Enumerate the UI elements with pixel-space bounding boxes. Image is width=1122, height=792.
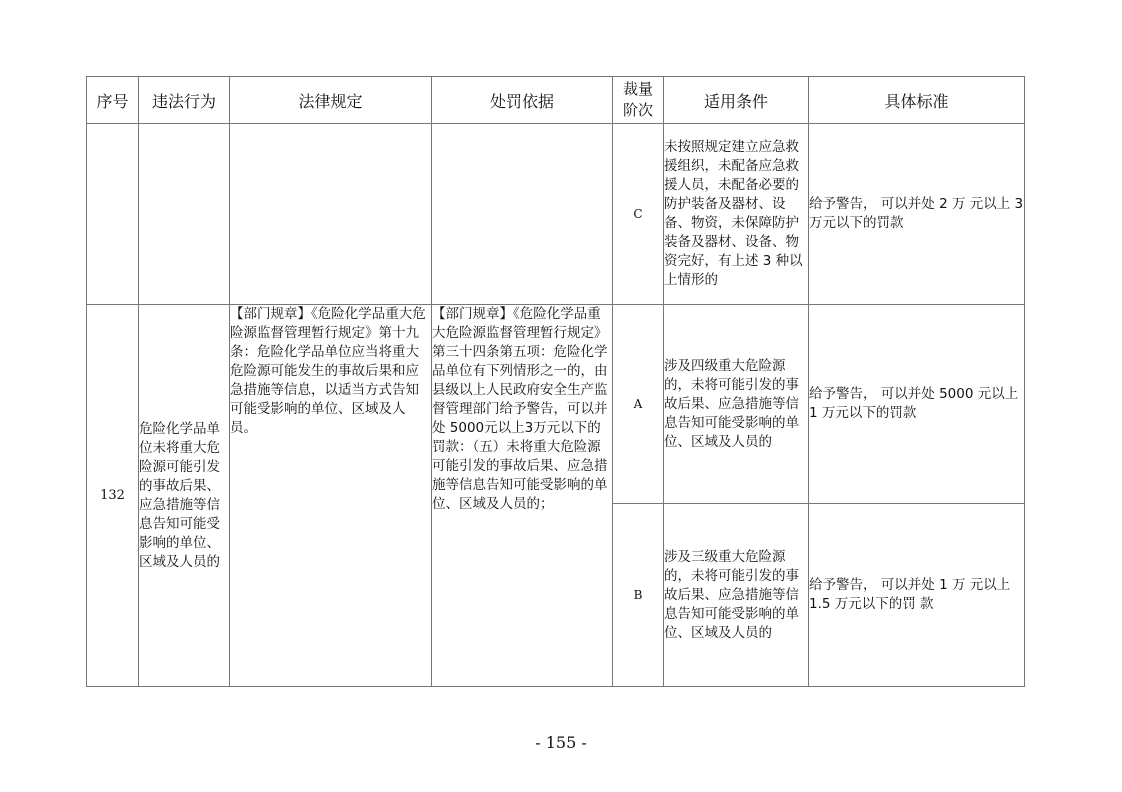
header-penalty-basis: 处罚依据 <box>432 77 613 124</box>
penalty-discretion-table <box>86 76 1025 687</box>
header-standard: 具体标准 <box>809 77 1025 124</box>
standard-a: 给予警告， 可以并处 5000 元以上 1 万元以下的罚款 <box>809 305 1025 504</box>
condition-c: 未按照规定建立应急救援组织，未配备应急救援人员，未配备必要的防护装备及器材、设备、物资，未保障防护装备及器材、设备、物资完好，有上述 3 种以上情形的 <box>664 124 809 305</box>
table-row-132-level-a <box>87 305 1025 504</box>
penalty-basis-text: 【部门规章】《危险化学品重大危险源监督管理暂行规定》第三十四条第五项：危险化学品单位有下列情形之一的，由县级以上人民政府安全生产监督管理部门给予警告，可以并处 5000元以上3万元以下的罚款：（五）未将重大危险源可能引发的事故后果、应急措施等信息告知可能受影响的单位、区域及人员的； <box>432 305 613 687</box>
cell-empty-seq <box>87 124 139 305</box>
header-violation: 违法行为 <box>139 77 230 124</box>
standard-c: 给予警告， 可以并处 2 万 元以上 3 万元以下的罚款 <box>809 124 1025 305</box>
header-law: 法律规定 <box>230 77 432 124</box>
standard-b: 给予警告， 可以并处 1 万 元以上 1.5 万元以下的罚 款 <box>809 504 1025 687</box>
law-text: 【部门规章】《危险化学品重大危险源监督管理暂行规定》第十九条：危险化学品单位应当将重大危险源可能发生的事故后果和应急措施等信息，以适当方式告知可能受影响的单位、区域及人员。 <box>230 305 432 687</box>
condition-a: 涉及四级重大危险源的，未将可能引发的事故后果、应急措施等信息告知可能受影响的单位、区域及人员的 <box>664 305 809 504</box>
header-level: 裁量 阶次 <box>613 77 664 124</box>
page-number: - 155 - <box>535 733 587 752</box>
header-seq: 序号 <box>87 77 139 124</box>
level-a: A <box>613 305 664 504</box>
condition-b: 涉及三级重大危险源的，未将可能引发的事故后果、应急措施等信息告知可能受影响的单位、区域及人员的 <box>664 504 809 687</box>
header-condition: 适用条件 <box>664 77 809 124</box>
cell-empty-basis <box>432 124 613 305</box>
seq-number: 132 <box>87 305 139 687</box>
cell-empty-law <box>230 124 432 305</box>
level-b: B <box>613 504 664 687</box>
cell-empty-violation <box>139 124 230 305</box>
violation-text: 危险化学品单位未将重大危险源可能引发的事故后果、应急措施等信息告知可能受影响的单位、区域及人员的 <box>139 305 230 687</box>
header-row <box>87 77 1025 124</box>
table-row-level-c <box>87 124 1025 305</box>
level-c: C <box>613 124 664 305</box>
